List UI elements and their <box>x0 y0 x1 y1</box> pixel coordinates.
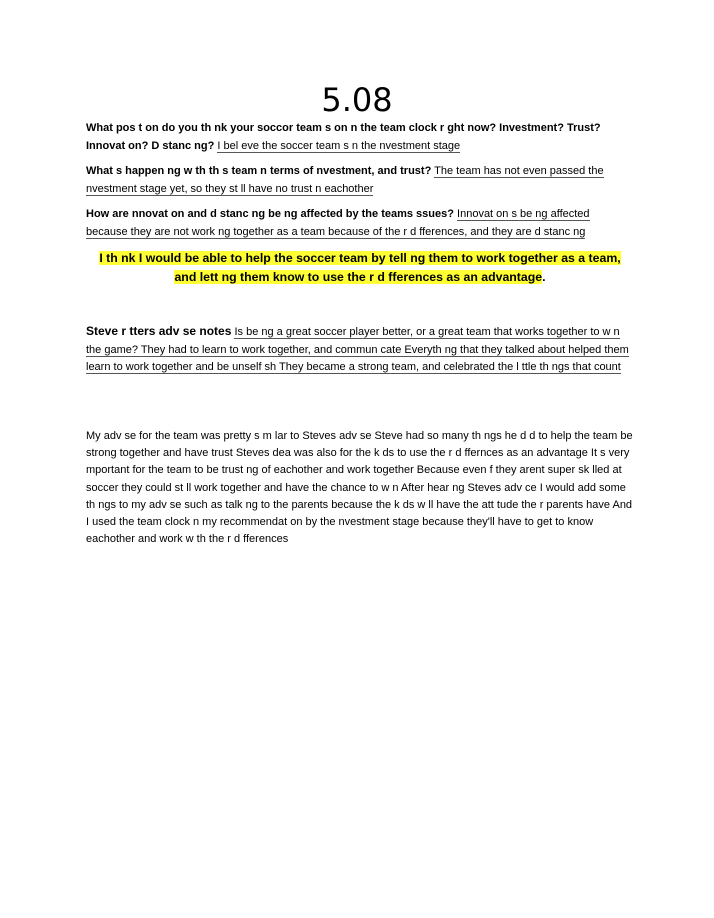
advice-paragraph: My adv se for the team was pretty s m lar to Steves adv se Steve had so many th ngs he d d to help the team be strong together and have trust Steves dea was also for the k ds to use the r d ffernces as an advantage It s very mportant for the team to be trust ng of eachother and work together Because even f they arent super sk lled at soccer they could st ll work together and have the chance to w n After hear ng Steves adv ce I would add some th ngs to my adv se such as talk ng to the parents because the k ds w ll have the att tude the r parents have And I used the team clock n my recommendat on by the nvestment stage because they'll have to get to know eachother and work w th the r d fferences <box>86 430 633 546</box>
question-3: How are nnovat on and d stanc ng be ng affected by the teams ssues? <box>86 208 454 220</box>
highlight-end: . <box>542 270 546 284</box>
question-1: What pos t on do you th nk your soccor team s on n the team clock r ght now? Investment? Trust? Innovat on? D stanc ng? <box>86 122 601 152</box>
question-2: What s happen ng w th th s team n terms of nvestment, and trust? <box>86 165 432 177</box>
answer-2: The team has not even passed the nvestment stage yet, so they st ll have no trust n eachother <box>86 165 604 195</box>
highlighted-statement <box>86 249 634 287</box>
highlight-line-1: I th nk I would be able to help the soccer team by tell ng them to work together as a team, <box>99 251 621 265</box>
question-block-2 <box>86 163 634 198</box>
notes-body: Is be ng a great soccer player better, or a great team that works together to w n the game? They had to learn to work together, and commun cate Everyth ng that they talked about helped them learn to work together and be unself sh They became a strong team, and celebrated the l ttle th ngs that count <box>86 326 629 373</box>
question-block-3 <box>86 206 634 241</box>
answer-1: I bel eve the soccer team s n the nvestment stage <box>217 139 461 152</box>
highlight-line-2: and lett ng them know to use the r d fferences as an advantage <box>174 270 543 284</box>
answer-3: Innovat on s be ng affected because they are not work ng together as a team because of the r d fferences, and they are d stanc ng <box>86 208 590 238</box>
notes-section <box>86 323 634 377</box>
page-title: 5.08 <box>321 81 393 119</box>
question-block-1 <box>86 120 634 155</box>
notes-heading: Steve r tters adv se notes <box>86 324 232 338</box>
